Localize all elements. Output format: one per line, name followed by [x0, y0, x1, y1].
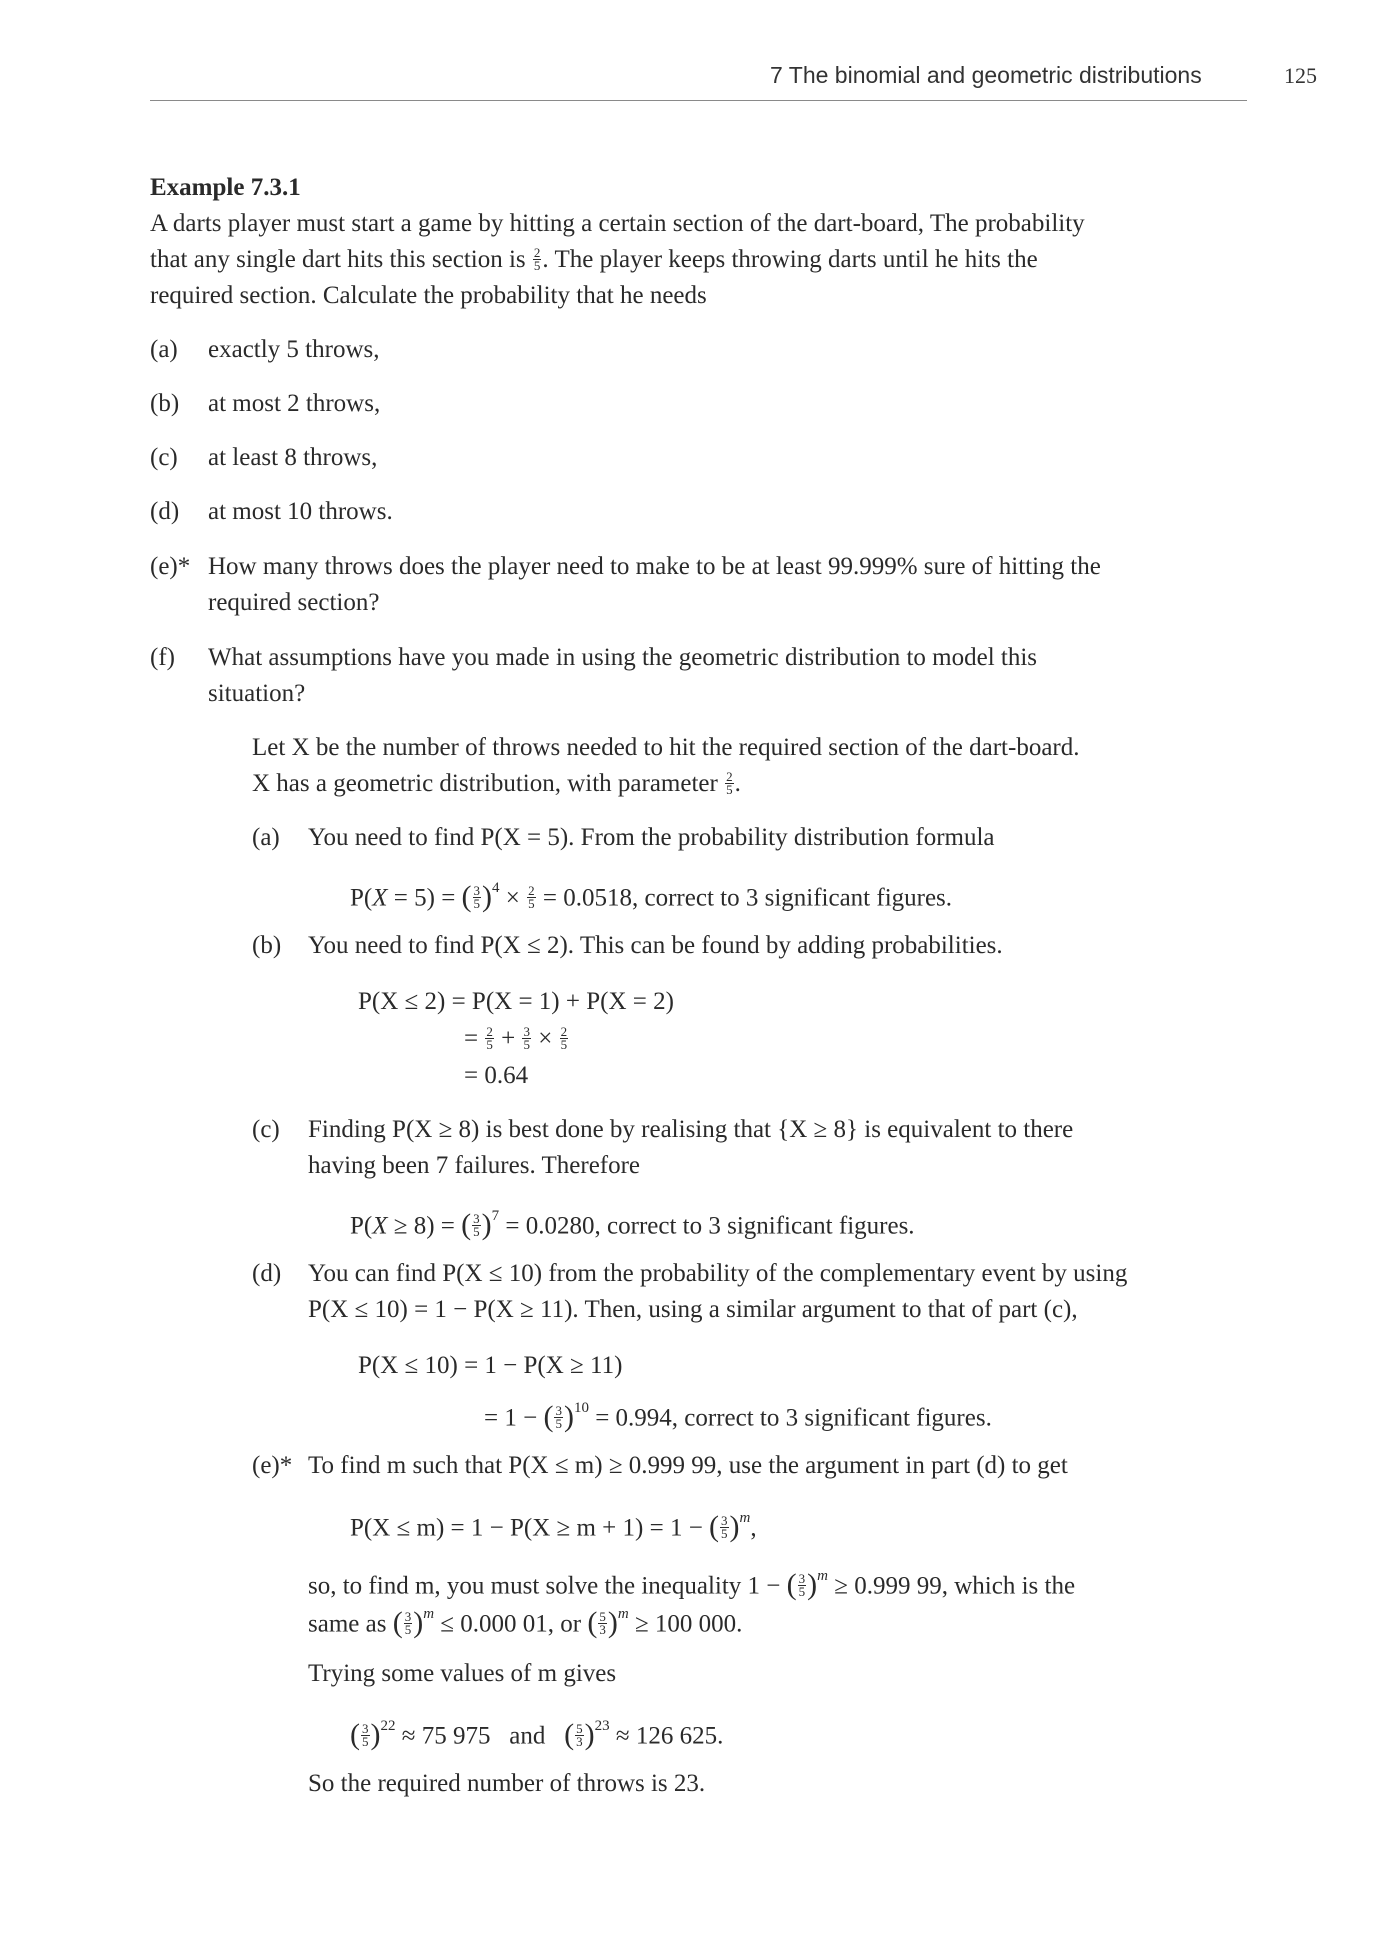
intro-text-tail: . The player keeps throwing darts until he hits the — [542, 246, 1038, 273]
solution-label-d: (d) — [252, 1260, 282, 1287]
part-text: What assumptions have you made in using the geometric distribution to model this — [208, 644, 1038, 671]
fraction-two-fifths: $\frac{2}{5}$ — [533, 244, 541, 273]
chapter-header: 7 The binomial and geometric distributions — [770, 62, 1202, 88]
solution-text-b: You need to find P(X ≤ 2). This can be found by adding probabilities. — [308, 932, 1003, 959]
part-text-cont: situation? — [208, 680, 306, 707]
solution-intro2-text: X has a geometric distribution, with parameter — [252, 770, 718, 797]
e3-text-c: ≥ 100 000. — [634, 1610, 743, 1638]
equation-e: P(X ≤ m) = 1 − P(X ≥ m + 1) = 1 − ( $\frac{3}{5}$ )$^m$, — [350, 1509, 757, 1543]
equation-a: P(X = 5) = ( $\frac{3}{5}$ )$^4$ × $\frac{2}{5}$ = 0.0518, correct to 3 significant figures. — [350, 879, 953, 913]
e-val-a: ≈ 75 975 — [401, 1722, 491, 1750]
solution-conclusion: So the required number of throws is 23. — [308, 1770, 706, 1797]
part-text: at most 2 throws, — [208, 390, 381, 417]
part-text: exactly 5 throws, — [208, 336, 380, 363]
solution-text-d1: You can find P(X ≤ 10) from the probability of the complementary event by using — [308, 1260, 1128, 1287]
e-val-b: ≈ 126 625. — [615, 1722, 724, 1750]
solution-label-e: (e)* — [252, 1452, 293, 1479]
part-label: (d) — [150, 498, 180, 525]
header-rule — [150, 100, 1247, 101]
fraction-two-fifths: $\frac{2}{5}$ — [726, 768, 733, 797]
solution-text-e2: so, to find m, you must solve the inequality 1 − ( $\frac{3}{5}$ )$^m$ ≥ 0.999 99, which is the — [308, 1567, 1076, 1601]
example-title: Example 7.3.1 — [150, 174, 301, 201]
solution-intro1: Let X be the number of throws needed to hit the required section of the dart-board. — [252, 734, 1080, 761]
example-intro-line2 — [150, 242, 1038, 278]
solution-intro2: X has a geometric distribution, with parameter $\frac{2}{5}$ . — [252, 768, 741, 797]
equation-e-values: ( $\frac{3}{5}$ )$^{22}$ ≈ 75 975 and ( $\frac{5}{3}$ )$^{23}$ ≈ 126 625. — [350, 1717, 724, 1751]
equation-c-result: = 0.0280, correct to 3 significant figures. — [505, 1212, 915, 1240]
page-number: 125 — [1284, 63, 1317, 88]
solution-text-c1: Finding P(X ≥ 8) is best done by realising that {X ≥ 8} is equivalent to there — [308, 1116, 1074, 1143]
intro-text: that any single dart hits this section is — [150, 246, 526, 273]
equation-b-line1: P(X ≤ 2) = P(X = 1) + P(X = 2) — [358, 988, 674, 1015]
equation-d-line1: P(X ≤ 10) = 1 − P(X ≥ 11) — [358, 1352, 623, 1379]
e2-text-b: ≥ 0.999 99, which is the — [834, 1572, 1076, 1600]
part-label: (e)* — [150, 553, 191, 580]
part-text: at least 8 throws, — [208, 444, 378, 471]
solution-label-c: (c) — [252, 1116, 280, 1143]
solution-text-d2: P(X ≤ 10) = 1 − P(X ≥ 11). Then, using a similar argument to that of part (c), — [308, 1296, 1078, 1323]
part-label: (a) — [150, 336, 178, 363]
e3-text-a: same as — [308, 1610, 387, 1638]
part-text: at most 10 throws. — [208, 498, 393, 525]
solution-text-a: You need to find P(X = 5). From the probability distribution formula — [308, 824, 995, 851]
example-intro-line3: required section. Calculate the probability that he needs — [150, 282, 707, 309]
equation-b-line3: = 0.64 — [464, 1062, 529, 1089]
equation-a-result: = 0.0518, correct to 3 significant figures. — [542, 884, 953, 912]
example-intro-line1: A darts player must start a game by hitting a certain section of the dart-board, The probability — [150, 210, 1085, 237]
solution-label-a: (a) — [252, 824, 280, 851]
equation-d-result: = 0.994, correct to 3 significant figures. — [595, 1404, 992, 1432]
e-val-and: and — [509, 1722, 546, 1750]
solution-text-e4: Trying some values of m gives — [308, 1660, 617, 1687]
part-label: (b) — [150, 390, 180, 417]
part-text: How many throws does the player need to make to be at least 99.999% sure of hitting the — [208, 553, 1101, 580]
equation-d-line2: = 1 − ( $\frac{3}{5}$ )$^{10}$ = 0.994, correct to 3 significant figures. — [484, 1399, 992, 1433]
equation-b-line2: = $\frac{2}{5}$ + $\frac{3}{5}$ × $\frac{2}{5}$ — [464, 1023, 568, 1052]
e3-text-b: ≤ 0.000 01, or — [440, 1610, 582, 1638]
part-label: (c) — [150, 444, 178, 471]
solution-text-c2: having been 7 failures. Therefore — [308, 1152, 641, 1179]
part-label: (f) — [150, 644, 175, 671]
solution-label-b: (b) — [252, 932, 282, 959]
solution-text-e1: To find m such that P(X ≤ m) ≥ 0.999 99, use the argument in part (d) to get — [308, 1452, 1068, 1479]
equation-e-text: P(X ≤ m) = 1 − P(X ≥ m + 1) = 1 − — [350, 1514, 703, 1542]
part-text-cont: required section? — [208, 589, 380, 616]
e2-text-a: so, to find m, you must solve the inequality 1 − — [308, 1572, 781, 1600]
equation-c: P(X ≥ 8) = ( $\frac{3}{5}$ )$^7$ = 0.0280, correct to 3 significant figures. — [350, 1207, 915, 1241]
solution-text-e3: same as ( $\frac{3}{5}$ )$^m$ ≤ 0.000 01, or ( $\frac{5}{3}$ )$^m$ ≥ 100 000. — [308, 1605, 743, 1639]
